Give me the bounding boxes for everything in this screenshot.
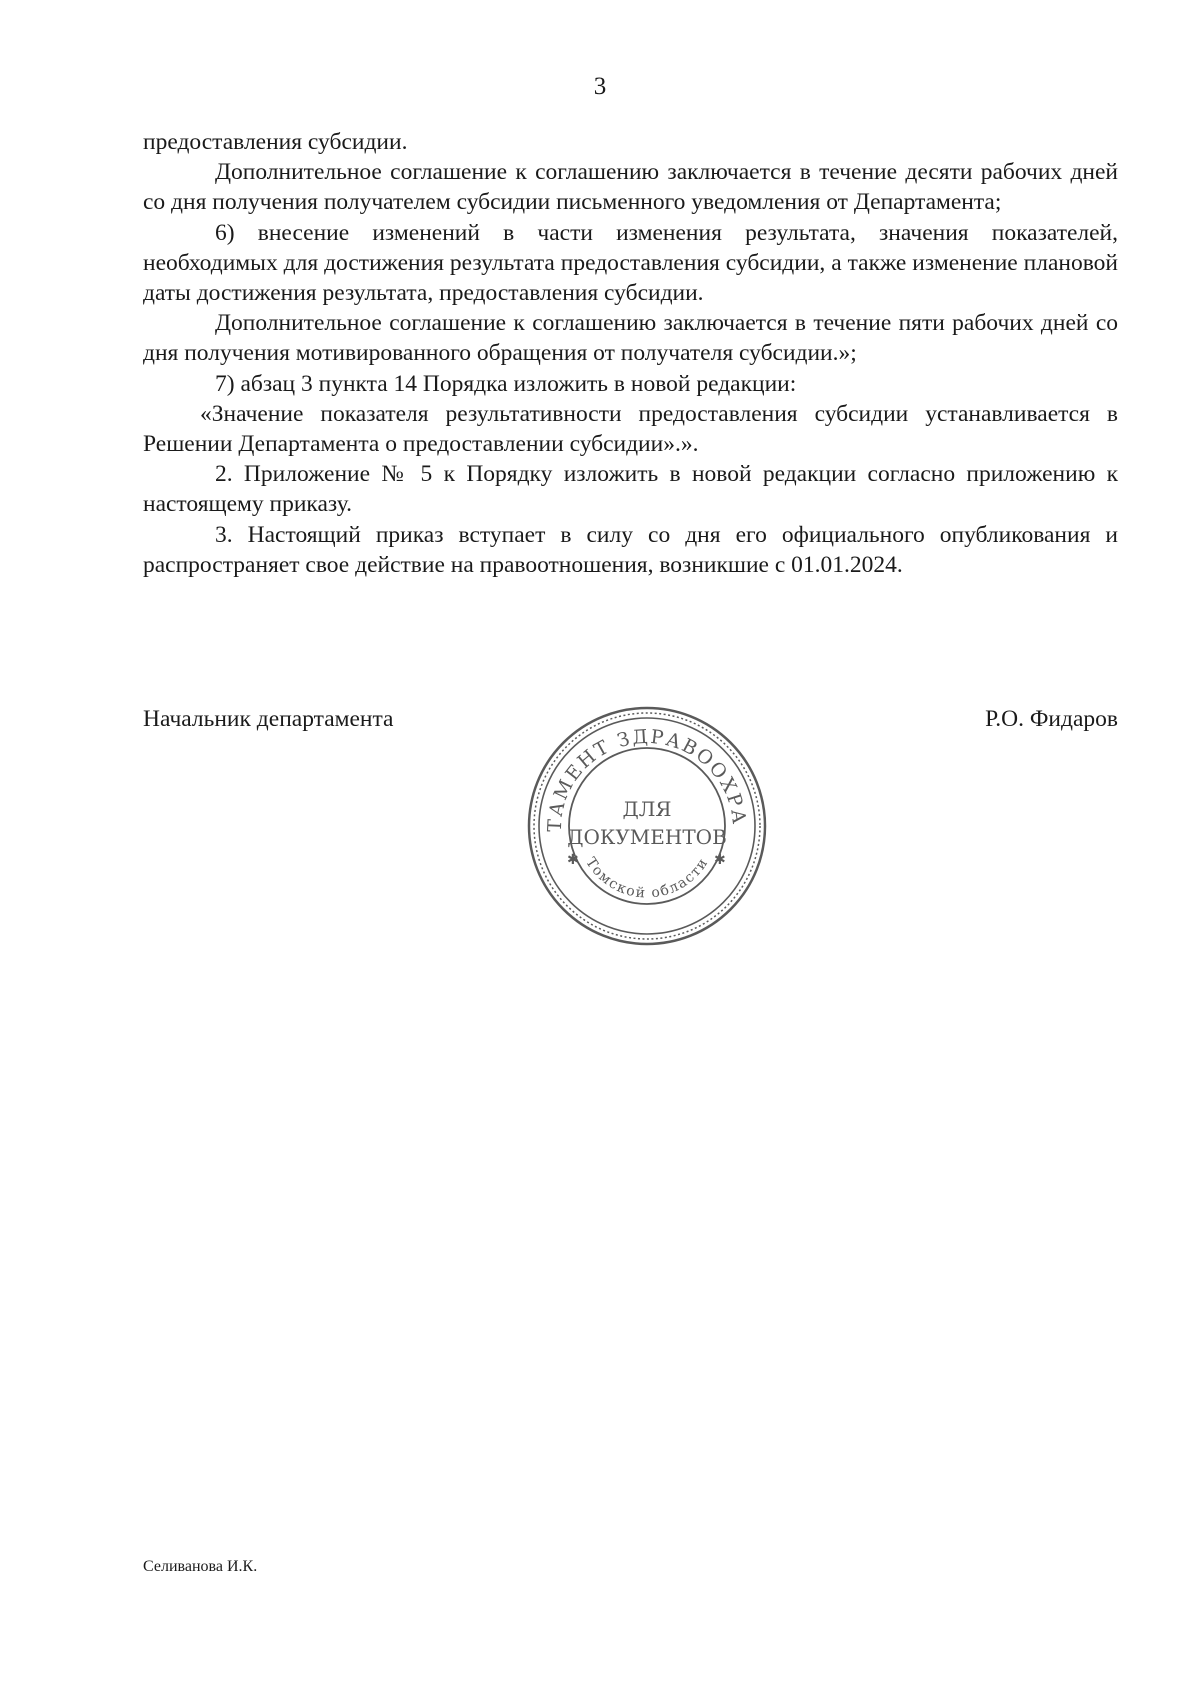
paragraph: Дополнительное соглашение к соглашению заключается в течение пяти рабочих дней со дня получения мотивированного обращения от получателя субсидии.»; — [143, 310, 1118, 367]
stamp-center-line1: ДЛЯ — [622, 797, 672, 821]
stamp-center-line2: ДОКУМЕНТОВ — [567, 825, 727, 849]
stamp-seal-graphic — [525, 706, 770, 946]
paragraph-item-7: 7) абзац 3 пункта 14 Порядка изложить в новой редакции: — [215, 370, 797, 397]
paragraph-item-3: 3. Настоящий приказ вступает в силу со дня его официального опубликования и распространяет свое действие на правоотношения, возникшие с 01.01.2024. — [143, 521, 1118, 578]
paragraph-continuation: предоставления субсидии. — [143, 129, 408, 155]
paragraph-item-6: 6) внесение изменений в части изменения результата, значения показателей, необходимых для достижения результата предоставления субсидии, а также изменение плановой даты достижения результата, предоставления субсидии. — [143, 219, 1118, 307]
official-stamp — [525, 706, 770, 946]
stamp-bottom-text: Томской области — [582, 854, 712, 902]
star-icon: ✱ — [714, 852, 726, 868]
page-number: 3 — [593, 73, 607, 100]
paragraph-item-2: 2. Приложение № 5 к Порядку изложить в новой редакции согласно приложению к настоящему приказу. — [143, 461, 1118, 518]
star-icon: ✱ — [567, 852, 579, 868]
svg-text:Томской области — [582, 855, 712, 902]
paragraph-quote: «Значение показателя результативности предоставления субсидии устанавливается в Решении Департамента о предоставлении субсидии».». — [143, 400, 1118, 458]
signatory-name: Р.О. Фидаров — [985, 706, 1118, 732]
paragraph: Дополнительное соглашение к соглашению заключается в течение десяти рабочих дней со дня получения получателем субсидии письменного уведомления от Департамента; — [143, 159, 1118, 216]
executor-name: Селиванова И.К. — [143, 1558, 258, 1575]
document-body — [143, 127, 1118, 580]
stamp-outer-text: ТАМЕНТ ЗДРАВООХРА — [543, 725, 751, 833]
signatory-title: Начальник департамента — [143, 706, 394, 732]
